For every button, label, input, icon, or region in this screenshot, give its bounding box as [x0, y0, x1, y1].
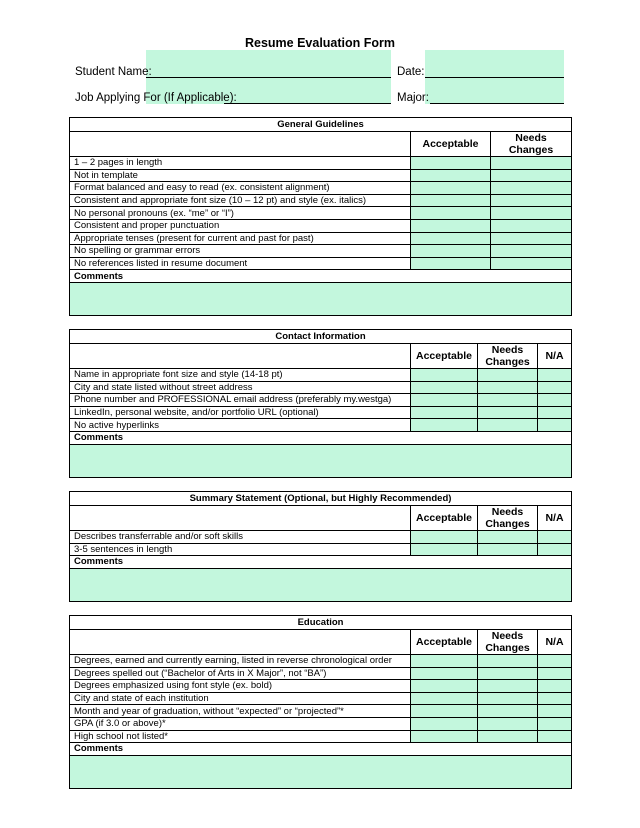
- acceptable-cell[interactable]: [411, 207, 491, 220]
- job-applying-underline: [224, 103, 391, 104]
- na-cell[interactable]: [538, 369, 572, 382]
- needs-changes-cell[interactable]: [478, 543, 538, 556]
- comments-field[interactable]: [70, 282, 572, 315]
- table-row: [70, 169, 572, 182]
- na-cell[interactable]: [538, 705, 572, 718]
- table-row: [70, 381, 572, 394]
- table-row: [70, 182, 572, 195]
- criterion-label: LinkedIn, personal website, and/or portfolio URL (optional): [70, 406, 411, 419]
- acceptable-cell[interactable]: [411, 169, 491, 182]
- criterion-label: Name in appropriate font size and style (14-18 pt): [70, 369, 411, 382]
- comments-label: Comments: [70, 431, 572, 444]
- na-cell[interactable]: [538, 406, 572, 419]
- criterion-label: Consistent and appropriate font size (10 – 12 pt) and style (ex. italics): [70, 194, 411, 207]
- needs-changes-cell[interactable]: [478, 531, 538, 544]
- needs-changes-cell[interactable]: [491, 219, 572, 232]
- needs-changes-cell[interactable]: [491, 194, 572, 207]
- form-title: Resume Evaluation Form: [244, 36, 396, 50]
- acceptable-cell[interactable]: [411, 194, 491, 207]
- comments-label: Comments: [70, 556, 572, 569]
- needs-changes-cell[interactable]: [478, 381, 538, 394]
- acceptable-cell[interactable]: [411, 705, 478, 718]
- comments-field[interactable]: [70, 755, 572, 788]
- acceptable-cell[interactable]: [411, 394, 478, 407]
- date-label: Date:: [397, 66, 425, 78]
- criterion-label: Phone number and PROFESSIONAL email address (preferably my.westga): [70, 394, 411, 407]
- col-acceptable: Acceptable: [411, 630, 478, 655]
- acceptable-cell[interactable]: [411, 257, 491, 270]
- table-row: [70, 257, 572, 270]
- needs-changes-cell[interactable]: [478, 419, 538, 432]
- criterion-label: Describes transferrable and/or soft skills: [70, 531, 411, 544]
- acceptable-cell[interactable]: [411, 680, 478, 693]
- table-row: [70, 655, 572, 668]
- table-row: [70, 245, 572, 258]
- table-row: [70, 369, 572, 382]
- major-field[interactable]: [430, 80, 564, 104]
- comments-label: Comments: [70, 743, 572, 756]
- col-na: N/A: [538, 506, 572, 531]
- acceptable-cell[interactable]: [411, 655, 478, 668]
- student-name-label: Student Name:: [75, 66, 152, 78]
- acceptable-cell[interactable]: [411, 369, 478, 382]
- summary-statement-table: [69, 491, 572, 602]
- table-row: [70, 419, 572, 432]
- na-cell[interactable]: [538, 680, 572, 693]
- acceptable-cell[interactable]: [411, 692, 478, 705]
- section-title: Contact Information: [70, 330, 572, 344]
- criterion-label: GPA (if 3.0 or above)*: [70, 717, 411, 730]
- job-applying-label: Job Applying For (If Applicable):: [75, 92, 237, 104]
- needs-changes-cell[interactable]: [478, 730, 538, 743]
- section-title: General Guidelines: [70, 118, 572, 132]
- acceptable-cell[interactable]: [411, 219, 491, 232]
- acceptable-cell[interactable]: [411, 717, 478, 730]
- criterion-label: Format balanced and easy to read (ex. consistent alignment): [70, 182, 411, 195]
- needs-changes-cell[interactable]: [478, 406, 538, 419]
- needs-changes-cell[interactable]: [491, 245, 572, 258]
- student-name-underline: [146, 77, 391, 78]
- criterion-label: City and state of each institution: [70, 692, 411, 705]
- needs-changes-cell[interactable]: [491, 232, 572, 245]
- table-row: [70, 207, 572, 220]
- col-acceptable: Acceptable: [411, 344, 478, 369]
- needs-changes-cell[interactable]: [478, 680, 538, 693]
- na-cell[interactable]: [538, 531, 572, 544]
- na-cell[interactable]: [538, 543, 572, 556]
- acceptable-cell[interactable]: [411, 232, 491, 245]
- acceptable-cell[interactable]: [411, 531, 478, 544]
- na-cell[interactable]: [538, 419, 572, 432]
- acceptable-cell[interactable]: [411, 381, 478, 394]
- major-underline: [430, 103, 564, 104]
- needs-changes-cell[interactable]: [478, 705, 538, 718]
- table-row: [70, 406, 572, 419]
- table-row: [70, 667, 572, 680]
- comments-field[interactable]: [70, 444, 572, 477]
- col-needs-changes: Needs Changes: [478, 630, 538, 655]
- needs-changes-cell[interactable]: [478, 717, 538, 730]
- table-row: [70, 219, 572, 232]
- na-cell[interactable]: [538, 667, 572, 680]
- table-row: [70, 717, 572, 730]
- contact-information-table: [69, 329, 572, 478]
- table-row: [70, 194, 572, 207]
- acceptable-cell[interactable]: [411, 182, 491, 195]
- criterion-label: Degrees emphasized using font style (ex. bold): [70, 680, 411, 693]
- na-cell[interactable]: [538, 394, 572, 407]
- criterion-label: 3-5 sentences in length: [70, 543, 411, 556]
- needs-changes-cell[interactable]: [478, 394, 538, 407]
- criterion-label: Appropriate tenses (present for current and past for past): [70, 232, 411, 245]
- col-needs-changes: Needs Changes: [478, 506, 538, 531]
- acceptable-cell[interactable]: [411, 157, 491, 170]
- criterion-label: City and state listed without street address: [70, 381, 411, 394]
- criterion-label: High school not listed*: [70, 730, 411, 743]
- col-needs-changes: Needs Changes: [478, 344, 538, 369]
- col-acceptable: Acceptable: [411, 506, 478, 531]
- col-na: N/A: [538, 344, 572, 369]
- table-row: [70, 680, 572, 693]
- col-needs-changes: Needs Changes: [491, 132, 572, 157]
- needs-changes-cell[interactable]: [491, 169, 572, 182]
- criterion-label: No references listed in resume document: [70, 257, 411, 270]
- criterion-label: Degrees spelled out (“Bachelor of Arts in X Major”, not “BA”): [70, 667, 411, 680]
- blank-header-cell: [70, 344, 411, 369]
- comments-field[interactable]: [70, 568, 572, 601]
- comments-label: Comments: [70, 270, 572, 283]
- date-underline: [425, 77, 564, 78]
- criterion-label: Not in template: [70, 169, 411, 182]
- acceptable-cell[interactable]: [411, 406, 478, 419]
- na-cell[interactable]: [538, 692, 572, 705]
- job-applying-field[interactable]: [224, 80, 391, 104]
- na-cell[interactable]: [538, 381, 572, 394]
- na-cell[interactable]: [538, 655, 572, 668]
- needs-changes-cell[interactable]: [491, 207, 572, 220]
- col-acceptable: Acceptable: [411, 132, 491, 157]
- table-row: [70, 232, 572, 245]
- table-row: [70, 730, 572, 743]
- needs-changes-cell[interactable]: [478, 655, 538, 668]
- criterion-label: Month and year of graduation, without “expected” or “projected”*: [70, 705, 411, 718]
- section-title: Education: [70, 616, 572, 630]
- needs-changes-cell[interactable]: [491, 257, 572, 270]
- needs-changes-cell[interactable]: [491, 157, 572, 170]
- major-label: Major:: [397, 92, 429, 104]
- col-na: N/A: [538, 630, 572, 655]
- criterion-label: 1 – 2 pages in length: [70, 157, 411, 170]
- criterion-label: No spelling or grammar errors: [70, 245, 411, 258]
- criterion-label: No active hyperlinks: [70, 419, 411, 432]
- acceptable-cell[interactable]: [411, 730, 478, 743]
- criterion-label: No personal pronouns (ex. “me” or “I”): [70, 207, 411, 220]
- general-guidelines-table: [69, 117, 572, 316]
- acceptable-cell[interactable]: [411, 667, 478, 680]
- criterion-label: Degrees, earned and currently earning, listed in reverse chronological order: [70, 655, 411, 668]
- blank-header-cell: [70, 506, 411, 531]
- table-row: [70, 705, 572, 718]
- table-row: [70, 692, 572, 705]
- na-cell[interactable]: [538, 730, 572, 743]
- needs-changes-cell[interactable]: [491, 182, 572, 195]
- criterion-label: Consistent and proper punctuation: [70, 219, 411, 232]
- acceptable-cell[interactable]: [411, 245, 491, 258]
- acceptable-cell[interactable]: [411, 543, 478, 556]
- education-table: [69, 615, 572, 789]
- table-row: [70, 543, 572, 556]
- section-title: Summary Statement (Optional, but Highly Recommended): [70, 492, 572, 506]
- blank-header-cell: [70, 630, 411, 655]
- table-row: [70, 531, 572, 544]
- table-row: [70, 157, 572, 170]
- acceptable-cell[interactable]: [411, 419, 478, 432]
- needs-changes-cell[interactable]: [478, 692, 538, 705]
- table-row: [70, 394, 572, 407]
- needs-changes-cell[interactable]: [478, 667, 538, 680]
- blank-header-cell: [70, 132, 411, 157]
- needs-changes-cell[interactable]: [478, 369, 538, 382]
- na-cell[interactable]: [538, 717, 572, 730]
